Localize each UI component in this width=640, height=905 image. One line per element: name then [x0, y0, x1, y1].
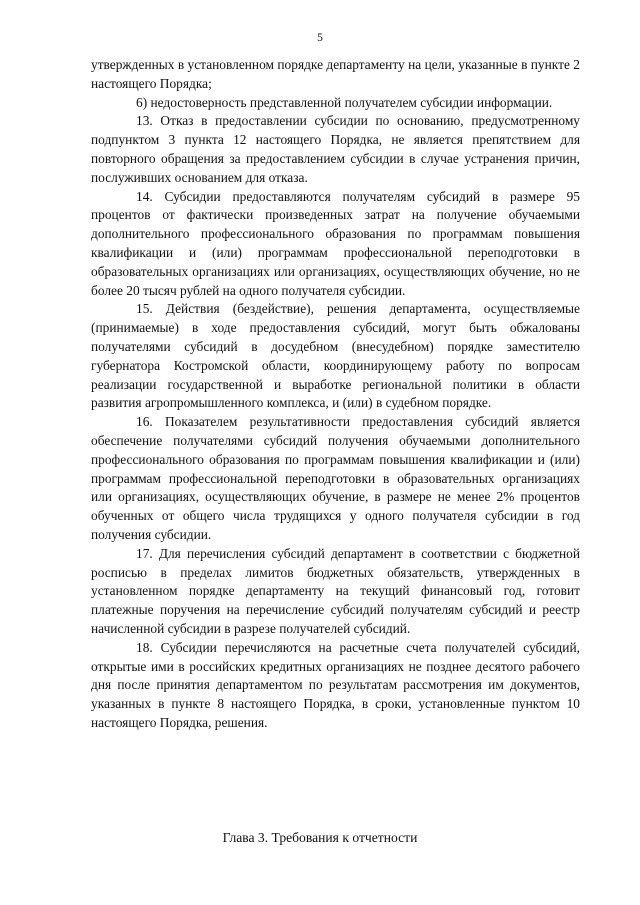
paragraph-15: 15. Действия (бездействие), решения департамента, осуществляемые (принимаемые) в ходе предоставления субсидий, могут быть обжалованы получателями субсидий в досудебном (внесудебном) порядке заместителю губернатора Костромской области, координирующему работу по вопросам реализации государственной и выработке региональной политики в области развития агропромышленного комплекса, и (или) в судебном порядке.: [91, 301, 580, 411]
paragraph-17: 17. Для перечисления субсидий департамент в соответствии с бюджетной росписью в пределах лимитов бюджетных обязательств, утвержденных в установленном порядке департаменту на текущий финансовый год, готовит платежные поручения на перечисление субсидий получателям субсидий и реестр начисленной субсидии в разрезе получателей субсидий.: [91, 545, 580, 636]
paragraph-14: 14. Субсидии предоставляются получателям субсидий в размере 95 процентов от фактически произведенных затрат на получение обучаемыми дополнительного профессионального образования по программам повышения квалификации и (или) программам профессиональной переподготовки в образовательных организациях или организациях, осуществляющих обучение, но не более 20 тысяч рублей на одного получателя субсидии.: [91, 188, 580, 298]
paragraph-18: 18. Субсидии перечисляются на расчетные счета получателей субсидий, открытые ими в российских кредитных организациях не позднее десятого рабочего дня после принятия департаментом по результатам рассмотрения им документов, указанных в пункте 8 настоящего Порядка, в сроки, установленные пунктом 10 настоящего Порядка, решения.: [91, 639, 580, 730]
paragraph-item-6: 6) недостоверность представленной получателем субсидии информации.: [136, 94, 553, 110]
paragraph-continuation: утвержденных в установленном порядке департаменту на цели, указанные в пункте 2 настоящего Порядка;: [91, 57, 580, 91]
paragraph-13: 13. Отказ в предоставлении субсидии по основанию, предусмотренному подпунктом 3 пункта 12 настоящего Порядка, не является препятствием для повторного обращения за предоставлением субсидии в случае устранения причин, послуживших основанием для отказа.: [91, 113, 580, 185]
document-body: [91, 56, 580, 733]
page-number: 5: [317, 32, 323, 44]
paragraph-16: 16. Показателем результативности предоставления субсидий является обеспечение получателями субсидий получения обучаемыми дополнительного профессионального образования по программам повышения квалификации и (или) программам профессиональной переподготовки в образовательных организациях или организациях, осуществляющих обучение, в размере не менее 2% процентов обученных от общего числа трудящихся у одного получателя субсидии в год получения субсидии.: [91, 414, 580, 542]
chapter-heading: Глава 3. Требования к отчетности: [222, 830, 418, 845]
